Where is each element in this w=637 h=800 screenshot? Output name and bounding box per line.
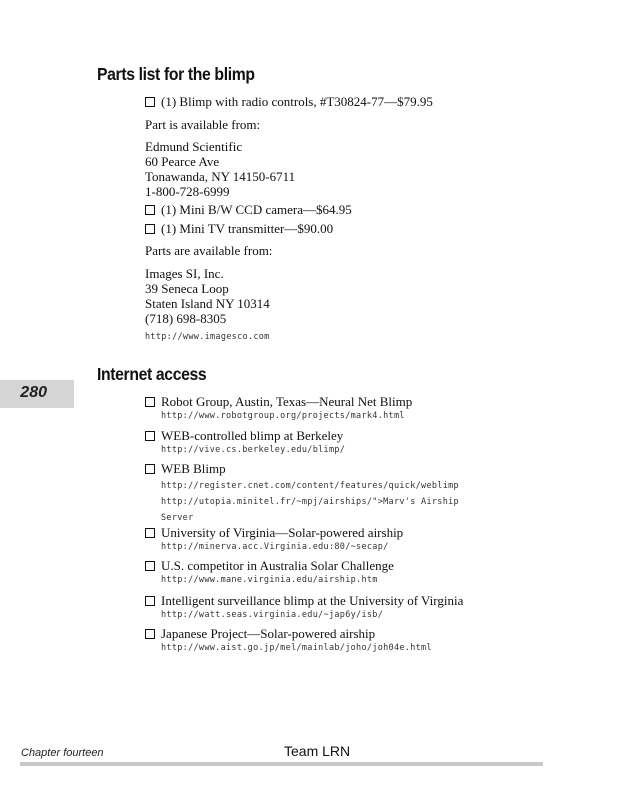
checkbox-icon bbox=[145, 629, 155, 639]
checkbox-icon bbox=[145, 596, 155, 606]
supplier-city: Tonawanda, NY 14150-6711 bbox=[145, 169, 296, 184]
supplier-street: 39 Seneca Loop bbox=[145, 281, 229, 296]
checkbox-icon bbox=[145, 528, 155, 538]
checkbox-icon bbox=[145, 397, 155, 407]
supplier-phone: (718) 698-8305 bbox=[145, 311, 227, 326]
list-item bbox=[145, 461, 459, 525]
list-item bbox=[145, 626, 432, 654]
footer-team-label: Team LRN bbox=[284, 743, 351, 759]
transmitter-item-text: (1) Mini TV transmitter—$90.00 bbox=[161, 221, 334, 236]
entry-title: WEB Blimp bbox=[161, 461, 226, 476]
entry-title: Intelligent surveillance blimp at the University of Virginia bbox=[161, 593, 464, 608]
entry-url-link[interactable]: http://www.aist.go.jp/mel/mainlab/joho/joh04e.html bbox=[161, 643, 432, 653]
footer-divider bbox=[20, 762, 543, 766]
page-number: 280 bbox=[20, 384, 47, 401]
camera-item-text: (1) Mini B/W CCD camera—$64.95 bbox=[161, 202, 352, 217]
entry-url-link[interactable]: http://register.cnet.com/content/features/quick/weblimp bbox=[161, 481, 459, 491]
supplier-city: Staten Island NY 10314 bbox=[145, 296, 270, 311]
camera-item bbox=[145, 202, 352, 218]
section-title-internet: Internet access bbox=[97, 364, 207, 384]
section-title-parts: Parts list for the blimp bbox=[97, 64, 255, 84]
supplier-name: Images SI, Inc. bbox=[145, 266, 224, 281]
supplier-url-link[interactable]: http://www.imagesco.com bbox=[145, 332, 270, 342]
entry-title: Robot Group, Austin, Texas—Neural Net Blimp bbox=[161, 394, 413, 409]
list-item bbox=[145, 525, 403, 553]
checkbox-icon bbox=[145, 464, 155, 474]
entry-url-link[interactable]: http://utopia.minitel.fr/~mpj/airships/">Marv's Airship bbox=[161, 497, 459, 507]
checkbox-icon bbox=[145, 224, 155, 234]
list-item bbox=[145, 428, 345, 456]
list-item bbox=[145, 558, 394, 586]
transmitter-item bbox=[145, 221, 333, 237]
entry-url-continuation[interactable]: Server bbox=[161, 513, 194, 523]
entry-url-link[interactable]: http://vive.cs.berkeley.edu/blimp/ bbox=[161, 445, 346, 455]
supplier-address-edmund bbox=[145, 139, 295, 199]
entry-url-link[interactable]: http://minerva.acc.Virginia.edu:80/~secap/ bbox=[161, 542, 389, 552]
list-item bbox=[145, 593, 463, 621]
checkbox-icon bbox=[145, 561, 155, 571]
checkbox-icon bbox=[145, 431, 155, 441]
supplier-name: Edmund Scientific bbox=[145, 139, 243, 154]
blimp-item-text: (1) Blimp with radio controls, #T30824-77—$79.95 bbox=[161, 94, 433, 109]
available-from-label: Part is available from: bbox=[145, 117, 261, 132]
entry-title: WEB-controlled blimp at Berkeley bbox=[161, 428, 344, 443]
parts-available-from-label: Parts are available from: bbox=[145, 243, 273, 258]
supplier-street: 60 Pearce Ave bbox=[145, 154, 220, 169]
footer-chapter-label: Chapter fourteen bbox=[21, 747, 104, 759]
entry-url-link[interactable]: http://watt.seas.virginia.edu/~jap6y/isb/ bbox=[161, 610, 384, 620]
entry-title: University of Virginia—Solar-powered airship bbox=[161, 525, 404, 540]
list-item bbox=[145, 394, 412, 422]
page-number-tab bbox=[0, 380, 74, 408]
entry-url-link[interactable]: http://www.robotgroup.org/projects/mark4.html bbox=[161, 411, 405, 421]
checkbox-icon bbox=[145, 97, 155, 107]
supplier-address-images-si bbox=[145, 266, 270, 326]
supplier-phone: 1-800-728-6999 bbox=[145, 184, 230, 199]
blimp-item bbox=[145, 94, 433, 110]
checkbox-icon bbox=[145, 205, 155, 215]
entry-title: U.S. competitor in Australia Solar Challenge bbox=[161, 558, 394, 573]
entry-title: Japanese Project—Solar-powered airship bbox=[161, 626, 376, 641]
entry-url-link[interactable]: http://www.mane.virginia.edu/airship.htm bbox=[161, 575, 378, 585]
